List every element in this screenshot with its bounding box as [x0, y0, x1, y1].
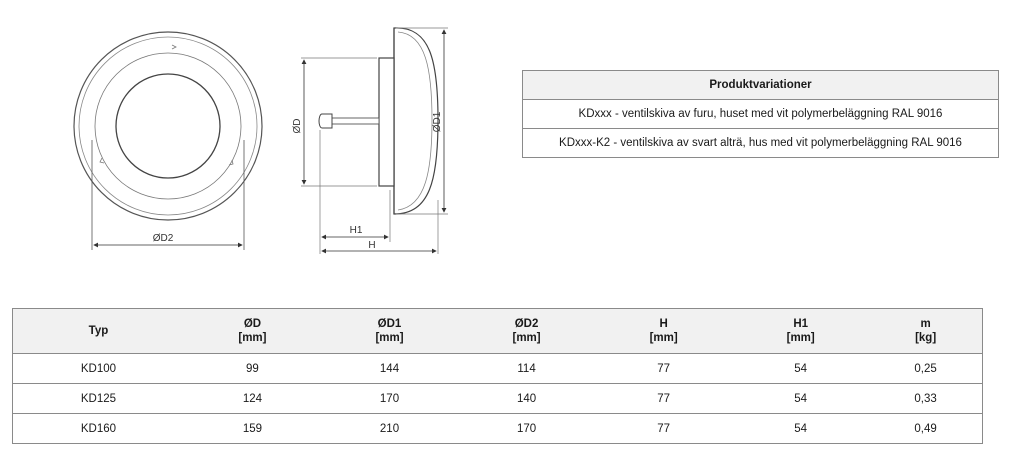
variation-text: KDxxx - ventilskiva av furu, huset med vit polymerbeläggning RAL 9016 [523, 100, 999, 129]
variation-text: KDxxx-K2 - ventilskiva av svart alträ, hus med vit polymerbeläggning RAL 9016 [523, 129, 999, 158]
front-view [74, 32, 262, 250]
column-header-d: ØD [mm] [184, 309, 321, 354]
column-header-h: H [mm] [595, 309, 732, 354]
cell-m: 0,25 [869, 354, 982, 384]
cell-h1: 54 [732, 354, 869, 384]
housing-body [379, 58, 394, 186]
table-row [13, 354, 983, 384]
cell-m: 0,49 [869, 414, 982, 444]
table-row [13, 384, 983, 414]
cell-d2: 140 [458, 384, 595, 414]
column-header-d2: ØD2 [mm] [458, 309, 595, 354]
d-label: ØD [292, 118, 303, 134]
h-label: H [368, 240, 376, 251]
cell-d: 159 [184, 414, 321, 444]
column-header-h1: H1 [mm] [732, 309, 869, 354]
variation-row [523, 100, 999, 129]
variations-header-row [523, 71, 999, 100]
cell-h: 77 [595, 384, 732, 414]
cell-h: 77 [595, 414, 732, 444]
spindle [331, 118, 379, 124]
cell-m: 0,33 [869, 384, 982, 414]
column-header-d1: ØD1 [mm] [321, 309, 458, 354]
cell-d2: 114 [458, 354, 595, 384]
dimensions-header-row [13, 309, 983, 354]
column-header-typ: Typ [13, 309, 184, 354]
adjust-knob [319, 114, 332, 128]
variation-row [523, 129, 999, 158]
cell-typ: KD100 [13, 354, 184, 384]
dimensions-table [12, 308, 983, 444]
h1-label: H1 [349, 225, 363, 236]
cell-d2: 170 [458, 414, 595, 444]
cell-h1: 54 [732, 384, 869, 414]
cell-d: 124 [184, 384, 321, 414]
cell-d1: 144 [321, 354, 458, 384]
cell-typ: KD160 [13, 414, 184, 444]
side-view [292, 28, 448, 254]
product-variations-table [522, 70, 999, 158]
cell-typ: KD125 [13, 384, 184, 414]
cell-d1: 210 [321, 414, 458, 444]
table-row [13, 414, 983, 444]
cell-d: 99 [184, 354, 321, 384]
cell-h: 77 [595, 354, 732, 384]
d1-label: ØD1 [432, 111, 443, 133]
variations-header: Produktvariationer [523, 71, 999, 100]
column-header-m: m [kg] [869, 309, 982, 354]
cell-h1: 54 [732, 414, 869, 444]
d2-label: ØD2 [152, 233, 174, 244]
cell-d1: 170 [321, 384, 458, 414]
outer-ring [74, 32, 262, 220]
